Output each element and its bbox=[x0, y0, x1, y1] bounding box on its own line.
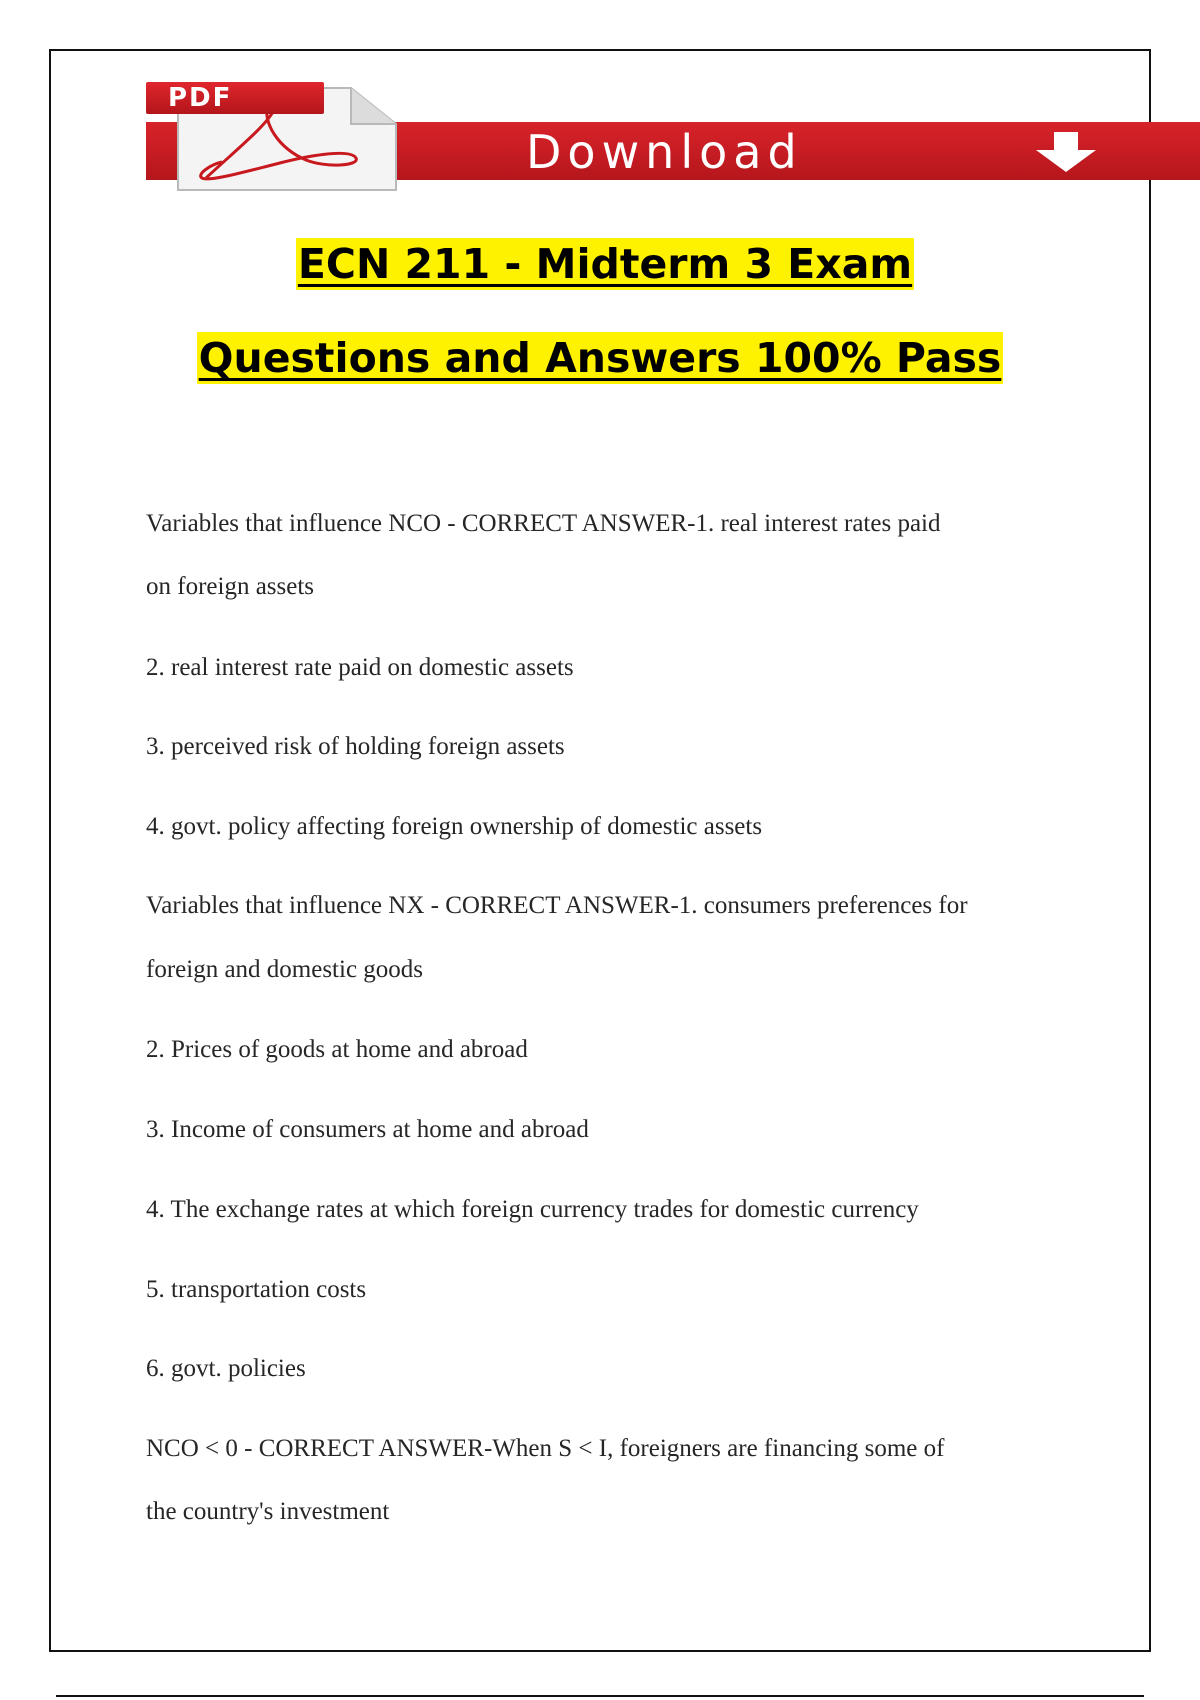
footer-rule bbox=[56, 1695, 1144, 1697]
qa-line: 4. The exchange rates at which foreign currency trades for domestic currency bbox=[146, 1196, 919, 1223]
qa-line: Variables that influence NX - CORRECT ANSWER-1. consumers preferences for bbox=[146, 892, 968, 919]
download-banner[interactable] bbox=[146, 78, 1200, 198]
qa-line: NCO < 0 - CORRECT ANSWER-When S < I, foreigners are financing some of bbox=[146, 1435, 945, 1462]
title-line-1-text: ECN 211 - Midterm 3 Exam bbox=[297, 240, 913, 288]
download-arrow-icon bbox=[1026, 130, 1106, 174]
pdf-label: PDF bbox=[146, 82, 324, 114]
qa-line: 4. govt. policy affecting foreign ownership of domestic assets bbox=[146, 813, 763, 840]
qa-line: 5. transportation costs bbox=[146, 1276, 367, 1303]
qa-line: on foreign assets bbox=[146, 573, 315, 600]
title-line-2 bbox=[0, 334, 1200, 382]
title-line-2-text: Questions and Answers 100% Pass bbox=[198, 334, 1002, 382]
qa-line: 2. Prices of goods at home and abroad bbox=[146, 1036, 528, 1063]
qa-line: 3. Income of consumers at home and abroad bbox=[146, 1116, 589, 1143]
qa-line: 3. perceived risk of holding foreign assets bbox=[146, 733, 565, 760]
pdf-icon bbox=[146, 78, 406, 198]
download-label: Download bbox=[526, 125, 803, 179]
qa-line: the country's investment bbox=[146, 1498, 390, 1525]
qa-line: foreign and domestic goods bbox=[146, 956, 424, 983]
qa-line: 6. govt. policies bbox=[146, 1355, 306, 1382]
qa-line: 2. real interest rate paid on domestic assets bbox=[146, 654, 574, 681]
title-line-1 bbox=[5, 240, 1200, 288]
qa-line: Variables that influence NCO - CORRECT ANSWER-1. real interest rates paid bbox=[146, 510, 941, 537]
